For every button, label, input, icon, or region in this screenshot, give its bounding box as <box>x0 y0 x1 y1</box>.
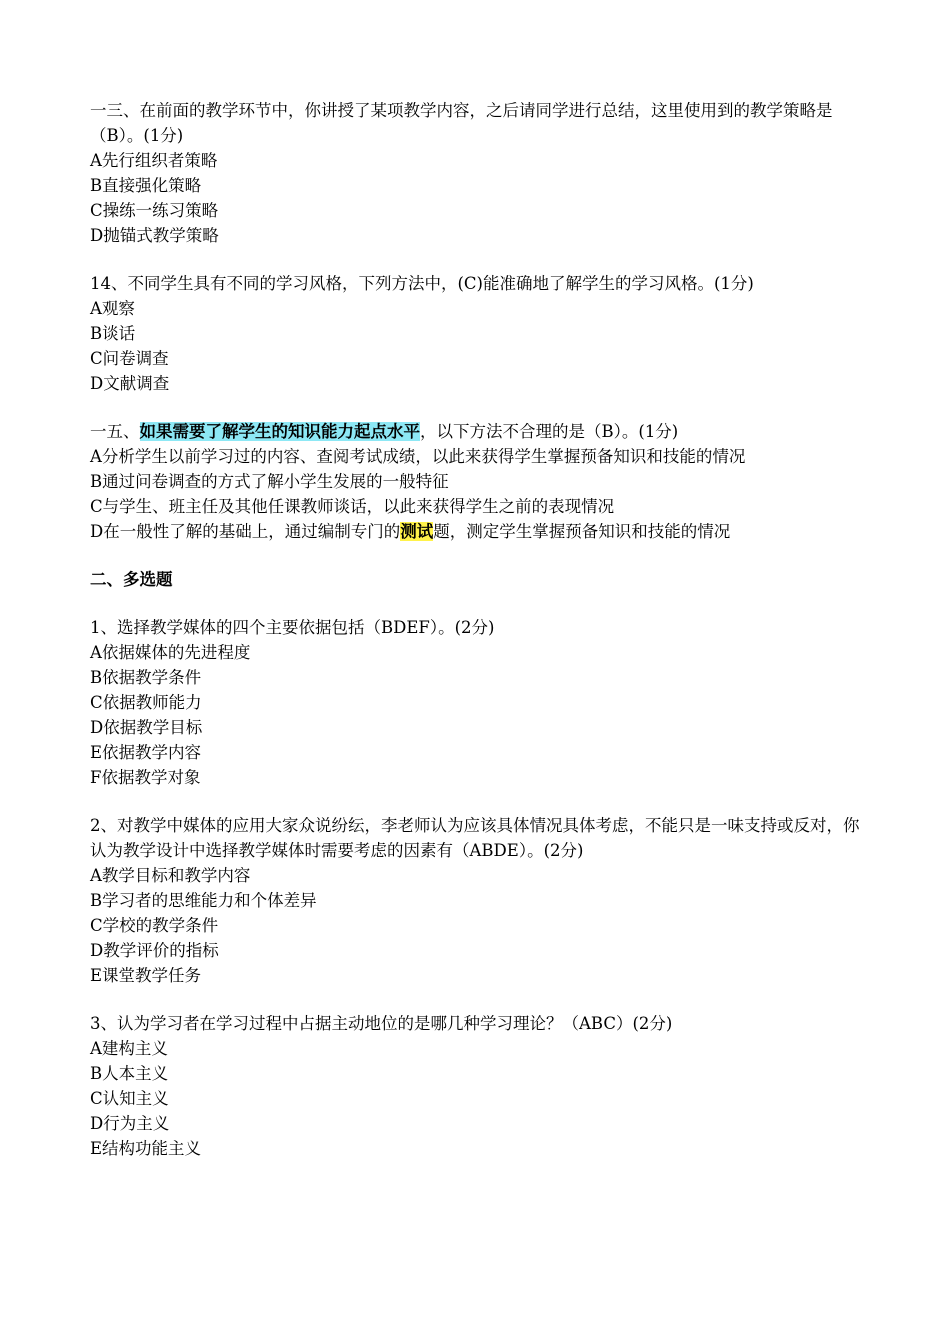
option-c: C问卷调查 <box>90 349 169 368</box>
option-c: C操练一练习策略 <box>90 201 219 220</box>
option-d: D抛锚式教学策略 <box>90 226 219 245</box>
highlighted-phrase: 如果需要了解学生的知识能力起点水平 <box>139 422 420 441</box>
option-a: A先行组织者策略 <box>90 151 218 170</box>
option-c: C与学生、班主任及其他任课教师谈话，以此来获得学生之前的表现情况 <box>90 497 615 516</box>
option-b: B直接强化策略 <box>90 176 202 195</box>
option-b: B通过问卷调查的方式了解小学生发展的一般特征 <box>90 472 449 491</box>
option-d: D依据教学目标 <box>90 718 203 737</box>
highlighted-word: 测试 <box>400 522 434 541</box>
option-d: D文献调查 <box>90 374 170 393</box>
section-heading-multi-choice: 二、多选题 <box>90 570 173 589</box>
option-b: B学习者的思维能力和个体差异 <box>90 891 317 910</box>
question-text: 一三、在前面的教学环节中，你讲授了某项教学内容，之后请同学进行总结，这里使用到的教学策略是（B）。(1分) <box>90 101 833 145</box>
option-a: A建构主义 <box>90 1039 168 1058</box>
option-e: E课堂教学任务 <box>90 966 202 985</box>
question-15 <box>90 419 865 544</box>
question-prefix: 一五、 <box>90 422 140 441</box>
option-e: E依据教学内容 <box>90 743 202 762</box>
question-suffix: ，以下方法不合理的是（B）。(1分) <box>420 422 679 441</box>
question-13 <box>90 98 865 248</box>
option-b: B谈话 <box>90 324 136 343</box>
question-text: 3、认为学习者在学习过程中占据主动地位的是哪几种学习理论？（ABC）(2分) <box>90 1014 673 1033</box>
option-b: B依据教学条件 <box>90 668 202 687</box>
multi-question-2 <box>90 813 865 988</box>
option-d <box>90 519 865 544</box>
option-a: A分析学生以前学习过的内容、查阅考试成绩，以此来获得学生掌握预备知识和技能的情况 <box>90 447 746 466</box>
option-d: D行为主义 <box>90 1114 170 1133</box>
multi-question-1 <box>90 615 865 790</box>
option-c: C学校的教学条件 <box>90 916 219 935</box>
option-d: D教学评价的指标 <box>90 941 219 960</box>
question-text <box>90 419 865 444</box>
option-e: E结构功能主义 <box>90 1139 202 1158</box>
document-page <box>90 98 865 1184</box>
question-text: 1、选择教学媒体的四个主要依据包括（BDEF）。(2分) <box>90 618 495 637</box>
option-c: C依据教师能力 <box>90 693 202 712</box>
question-text: 14、不同学生具有不同的学习风格，下列方法中，(C)能准确地了解学生的学习风格。(1分) <box>90 274 754 293</box>
question-14 <box>90 271 865 396</box>
option-a: A教学目标和教学内容 <box>90 866 251 885</box>
option-c: C认知主义 <box>90 1089 169 1108</box>
option-f: F依据教学对象 <box>90 768 201 787</box>
option-b: B人本主义 <box>90 1064 169 1083</box>
option-d-suffix: 题，测定学生掌握预备知识和技能的情况 <box>433 522 731 541</box>
option-d-prefix: D在一般性了解的基础上，通过编制专门的 <box>90 522 401 541</box>
option-a: A依据媒体的先进程度 <box>90 643 251 662</box>
multi-question-3 <box>90 1011 865 1161</box>
option-a: A观察 <box>90 299 135 318</box>
question-text: 2、对教学中媒体的应用大家众说纷纭，李老师认为应该具体情况具体考虑，不能只是一味支持或反对，你认为教学设计中选择教学媒体时需要考虑的因素有（ABDE）。(2分) <box>90 816 860 860</box>
